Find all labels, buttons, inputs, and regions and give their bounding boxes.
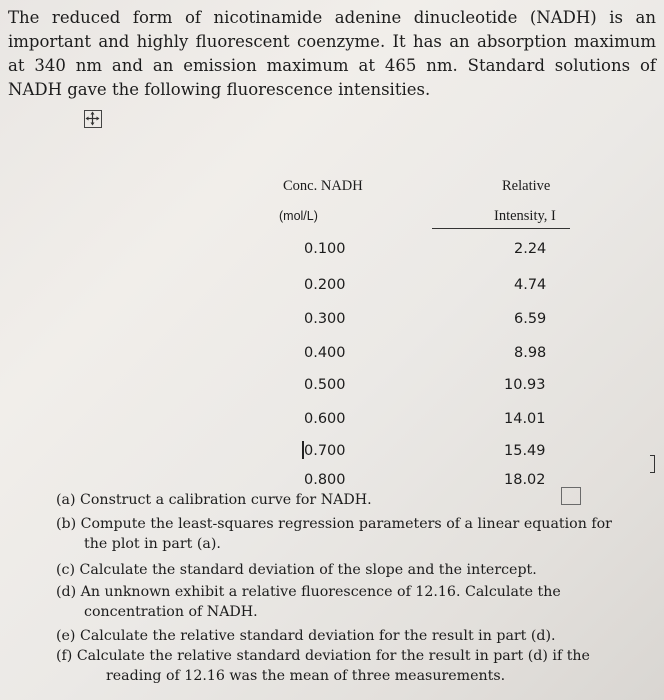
col-conc-unit: (mol/L)	[279, 209, 318, 223]
question-d	[56, 582, 656, 622]
table-row-conc: 0.300	[304, 311, 346, 327]
col-intensity-header: Relative	[502, 178, 551, 194]
edge-bracket-mark	[650, 455, 655, 473]
question-b	[56, 514, 656, 554]
table-row-intensity: 2.24	[514, 241, 547, 257]
table-row-intensity: 15.49	[504, 443, 546, 459]
table-row-conc: 0.400	[304, 345, 346, 361]
table-row-conc: 0.600	[304, 411, 346, 427]
question-d-line1: (d) An unknown exhibit a relative fluorescence of 12.16. Calculate the	[56, 584, 561, 600]
question-b-line2: the plot in part (a).	[84, 536, 221, 552]
question-b-line1: (b) Compute the least-squares regression parameters of a linear equation for	[56, 516, 612, 532]
table-row-intensity: 4.74	[514, 277, 547, 293]
table-row-intensity: 14.01	[504, 411, 546, 427]
question-c: (c) Calculate the standard deviation of the slope and the intercept.	[56, 562, 537, 578]
table-row-conc: 0.800	[304, 472, 346, 488]
question-f-line1: (f) Calculate the relative standard deviation for the result in part (d) if the	[56, 648, 590, 664]
table-row-conc: 0.200	[304, 277, 346, 293]
col-intensity-subheader: Intensity, I	[494, 208, 556, 224]
move-table-icon[interactable]	[84, 110, 102, 128]
question-f-line2: reading of 12.16 was the mean of three measurements.	[106, 668, 506, 684]
question-d-line2: concentration of NADH.	[84, 604, 258, 620]
table-row-intensity: 8.98	[514, 345, 547, 361]
question-a: (a) Construct a calibration curve for NADH.	[56, 492, 372, 508]
problem-intro: The reduced form of nicotinamide adenine dinucleotide (NADH) is an important and highly fluorescent coenzyme. It has an absorption maximum at 340 nm and an emission maximum at 465 nm. Standard solutions of NADH gave the following fluorescence intensities.	[8, 8, 656, 99]
table-row-intensity: 6.59	[514, 311, 547, 327]
col-conc-header: Conc. NADH	[283, 178, 363, 194]
question-f	[56, 646, 656, 686]
header-rule	[432, 228, 570, 229]
table-row-intensity: 10.93	[504, 377, 546, 393]
table-row-intensity: 18.02	[504, 472, 546, 488]
table-row-conc: 0.500	[304, 377, 346, 393]
table-row-conc: 0.700	[304, 443, 346, 459]
table-row-conc: 0.100	[304, 241, 346, 257]
answer-checkbox[interactable]	[561, 487, 581, 505]
question-e: (e) Calculate the relative standard deviation for the result in part (d).	[56, 628, 556, 644]
